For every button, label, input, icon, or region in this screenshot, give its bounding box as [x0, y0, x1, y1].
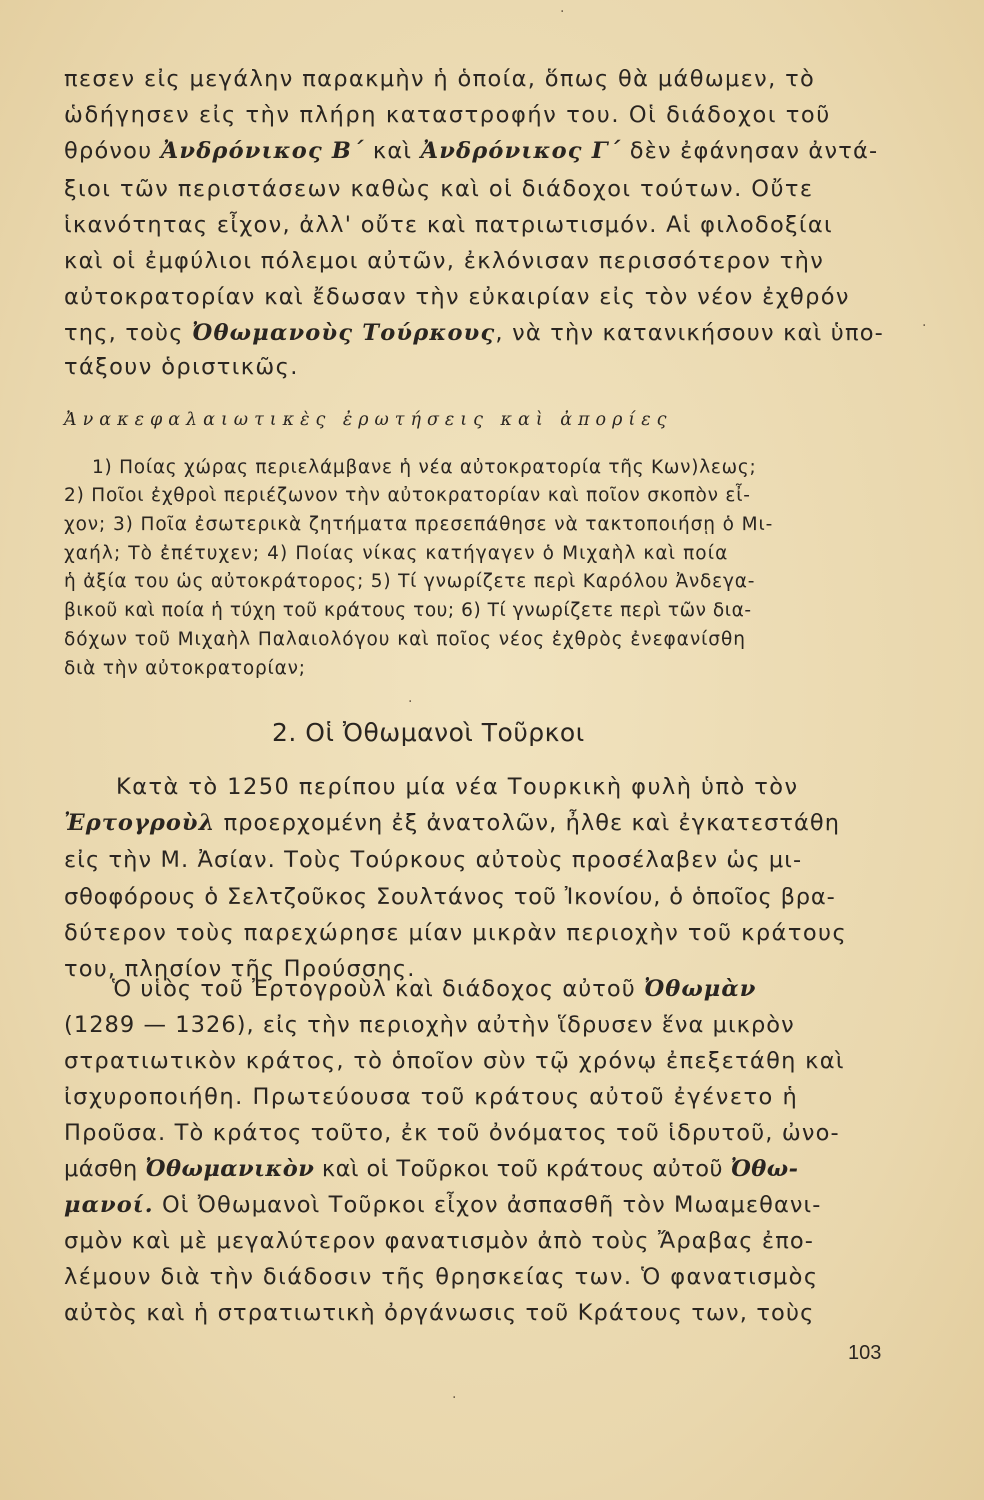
- print-speck: ·: [922, 318, 927, 334]
- emphasized-name: Ἀνδρόνικος Γ΄: [420, 138, 622, 164]
- emphasized-name: μανοί.: [64, 1192, 154, 1218]
- text-line: του, πλησίον τῆς Προύσσης.: [64, 956, 416, 982]
- text-line: λέμουν διὰ τὴν διάδοσιν τῆς θρησκείας των. Ὁ φανατισμὸς: [64, 1264, 819, 1290]
- emphasized-name: Ἀνδρόνικος Β΄: [160, 138, 365, 164]
- emphasized-name: Ὀθω-: [730, 1156, 799, 1182]
- print-speck: ·: [408, 694, 413, 710]
- question-line: βικοῦ καὶ ποία ἡ τύχη τοῦ κράτους του; 6) Τί γνωρίζετε περὶ τῶν δια-: [64, 600, 752, 621]
- text-line: ξιοι τῶν περιστάσεων καθὼς καὶ οἱ διάδοχοι τούτων. Οὔτε: [64, 176, 814, 202]
- text-line: ἱκανότητας εἶχον, ἀλλ' οὔτε καὶ πατριωτισμόν. Αἱ φιλοδοξίαι: [64, 212, 833, 238]
- text-line: Ἐρτογροὺλ προερχομένη ἐξ ἀνατολῶν, ἦλθε καὶ ἐγκατεστάθη: [64, 810, 841, 836]
- emphasized-name: Ὀθωμὰν: [643, 976, 757, 1002]
- text-line: Ὁ υἱὸς τοῦ Ἐρτογροὺλ καὶ διάδοχος αὐτοῦ Ὀθωμὰν: [112, 976, 757, 1002]
- question-line: χαήλ; Τὸ ἐπέτυχεν; 4) Ποίας νίκας κατήγαγεν ὁ Μιχαὴλ καὶ ποία: [64, 543, 729, 564]
- section-heading: 2. Οἱ Ὀθωμανοὶ Τοῦρκοι: [272, 718, 585, 747]
- text-line: θρόνου Ἀνδρόνικος Β΄ καὶ Ἀνδρόνικος Γ΄ δὲν ἐφάνησαν ἀντά-: [64, 138, 879, 164]
- review-questions-title: Ἀνακεφαλαιωτικὲς ἐρωτήσεις καὶ ἀπορίες: [64, 410, 673, 430]
- text-line: αὐτὸς καὶ ἡ στρατιωτικὴ ὀργάνωσις τοῦ Κράτους των, τοὺς: [64, 1300, 815, 1326]
- text-line: σθοφόρους ὁ Σελτζοῦκος Σουλτάνος τοῦ Ἰκονίου, ὁ ὁποῖος βρα-: [64, 884, 836, 910]
- print-speck: ·: [560, 4, 565, 20]
- question-line: 1) Ποίας χώρας περιελάμβανε ἡ νέα αὐτοκρατορία τῆς Κων)λεως;: [92, 457, 757, 478]
- print-speck: ·: [452, 1390, 457, 1406]
- text-line: της, τοὺς Ὀθωμανοὺς Τούρκους, νὰ τὴν κατανικήσουν καὶ ὑπο-: [64, 320, 885, 346]
- emphasized-name: Ὀθωμανικὸν: [145, 1156, 315, 1182]
- text-line: μανοί. Οἱ Ὀθωμανοὶ Τοῦρκοι εἶχον ἀσπασθῆ τὸν Μωαμεθανι-: [64, 1192, 822, 1218]
- question-line: 2) Ποῖοι ἐχθροὶ περιέζωνον τὴν αὐτοκρατορίαν καὶ ποῖον σκοπὸν εἶ-: [64, 485, 751, 506]
- page-number: 103: [848, 1342, 882, 1364]
- text-line: τάξουν ὁριστικῶς.: [64, 354, 299, 380]
- question-line: ἡ ἀξία του ὡς αὐτοκράτορος; 5) Τί γνωρίζετε περὶ Καρόλου Ἀνδεγα-: [64, 571, 756, 592]
- text-line: ὡδήγησεν εἰς τὴν πλήρη καταστροφήν του. Οἱ διάδοχοι τοῦ: [64, 102, 831, 128]
- question-line: δόχων τοῦ Μιχαὴλ Παλαιολόγου καὶ ποῖος νέος ἐχθρὸς ἐνεφανίσθη: [64, 629, 746, 650]
- text-line: δύτερον τοὺς παρεχώρησε μίαν μικρὰν περιοχὴν τοῦ κράτους: [64, 920, 848, 946]
- text-line: αὐτοκρατορίαν καὶ ἔδωσαν τὴν εὐκαιρίαν εἰς τὸν νέον ἐχθρόν: [64, 284, 850, 310]
- text-line: (1289 — 1326), εἰς τὴν περιοχὴν αὐτὴν ἵδρυσεν ἕνα μικρὸν: [64, 1012, 795, 1038]
- text-line: καὶ οἱ ἐμφύλιοι πόλεμοι αὐτῶν, ἐκλόνισαν περισσότερον τὴν: [64, 248, 825, 274]
- text-line: εἰς τὴν Μ. Ἀσίαν. Τοὺς Τούρκους αὐτοὺς προσέλαβεν ὡς μι-: [64, 847, 803, 873]
- text-line: πεσεν εἰς μεγάλην παρακμὴν ἡ ὁποία, ὅπως θὰ μάθωμεν, τὸ: [64, 66, 816, 92]
- text-line: στρατιωτικὸν κράτος, τὸ ὁποῖον σὺν τῷ χρόνῳ ἐπεξετάθη καὶ: [64, 1048, 845, 1074]
- question-line: χον; 3) Ποῖα ἐσωτερικὰ ζητήματα πρεσεπάθησε νὰ τακτοποιήσῃ ὁ Μι-: [64, 514, 774, 535]
- text-line: ἰσχυροποιήθη. Πρωτεύουσα τοῦ κράτους αὐτοῦ ἐγένετο ἡ: [64, 1084, 799, 1110]
- text-line: Προῦσα. Τὸ κράτος τοῦτο, ἐκ τοῦ ὀνόματος τοῦ ἱδρυτοῦ, ὠνο-: [64, 1120, 840, 1146]
- text-line: Κατὰ τὸ 1250 περίπου μία νέα Τουρκικὴ φυλὴ ὑπὸ τὸν: [116, 774, 799, 800]
- text-line: μάσθη Ὀθωμανικὸν καὶ οἱ Τοῦρκοι τοῦ κράτους αὐτοῦ Ὀθω-: [64, 1156, 799, 1182]
- emphasized-name: Ὀθωμανοὺς Τούρκους: [192, 320, 496, 346]
- text-line: σμὸν καὶ μὲ μεγαλύτερον φανατισμὸν ἀπὸ τοὺς Ἄραβας ἐπο-: [64, 1228, 815, 1254]
- question-line: διὰ τὴν αὐτοκρατορίαν;: [64, 658, 306, 679]
- emphasized-name: Ἐρτογροὺλ: [64, 810, 216, 836]
